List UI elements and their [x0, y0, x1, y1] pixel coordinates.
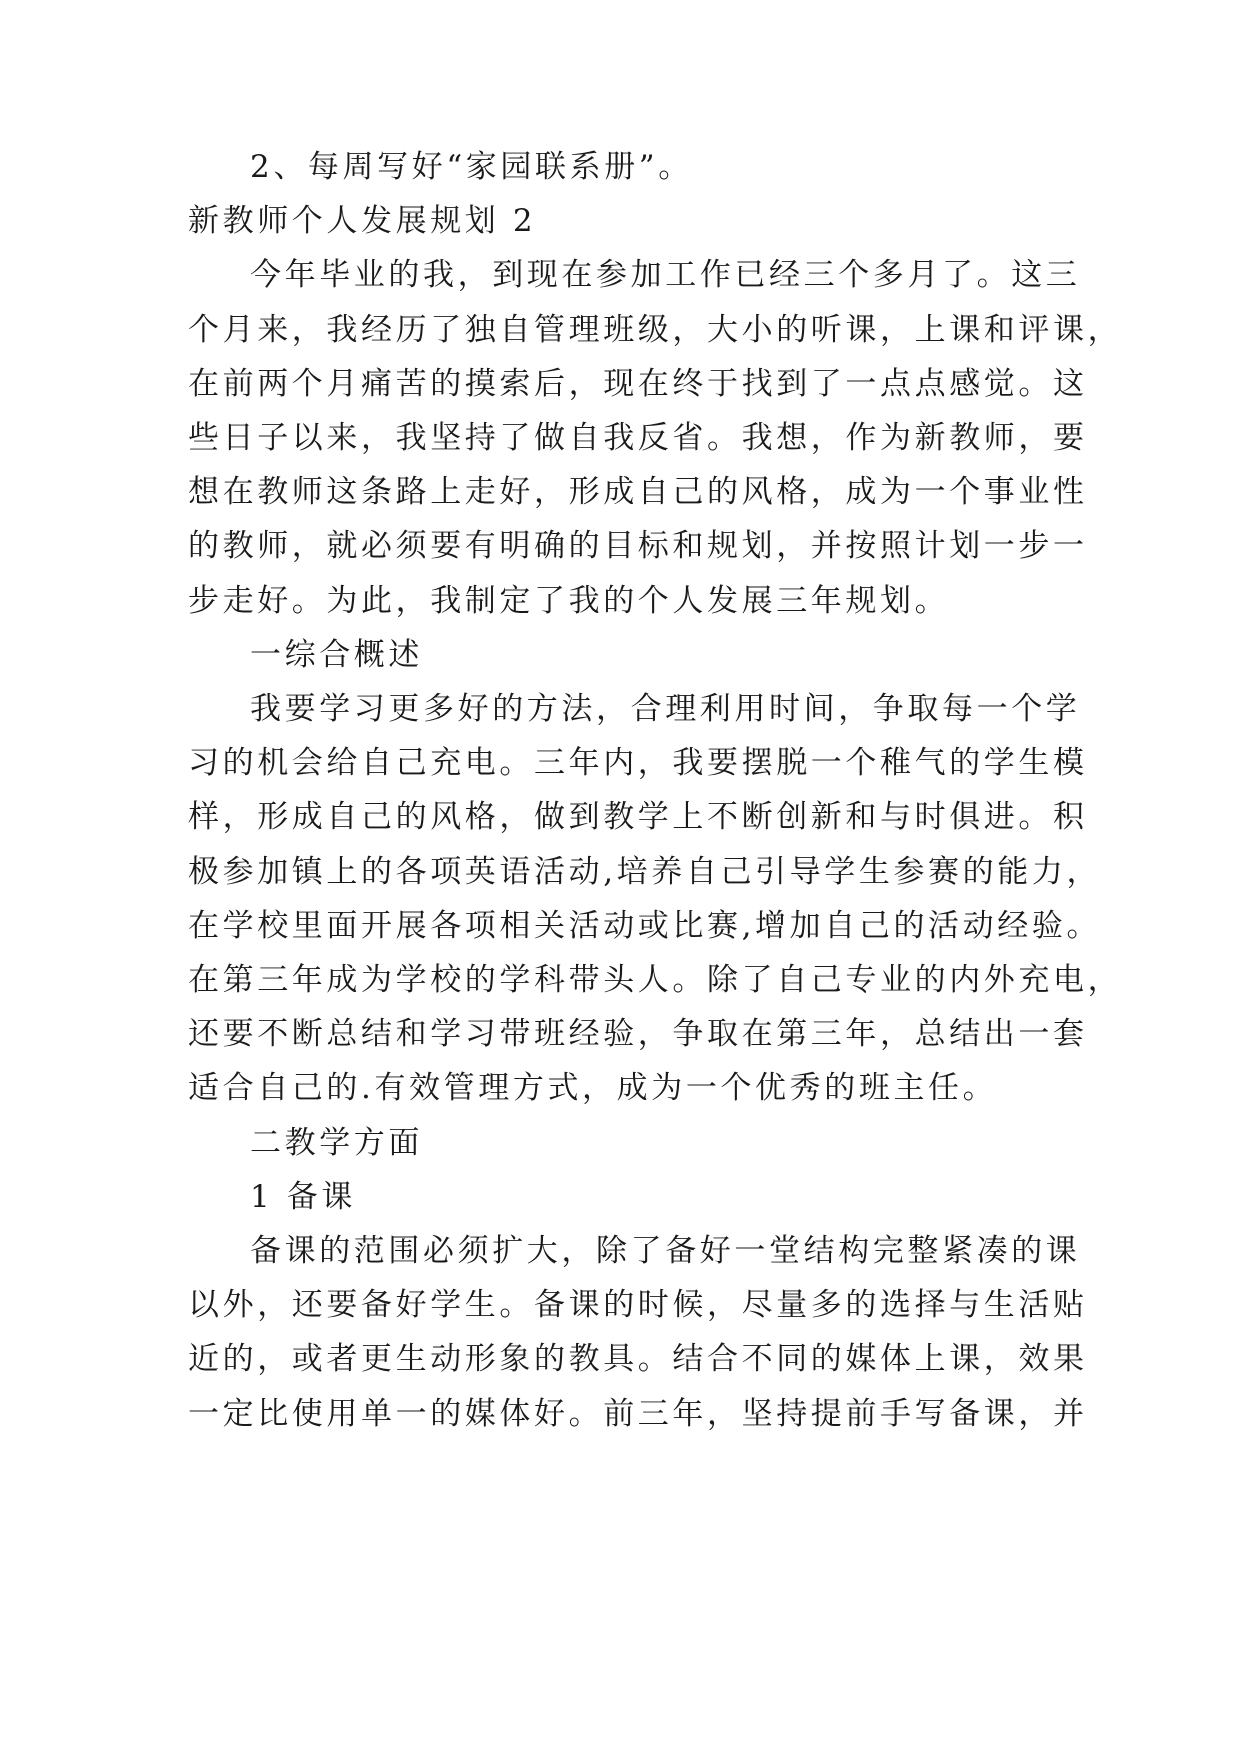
- text-line: 在前两个月痛苦的摸索后，现在终于找到了一点点感觉。这: [188, 365, 1088, 402]
- text-line: 二教学方面: [250, 1124, 423, 1161]
- text-line: 还要不断总结和学习带班经验，争取在第三年，总结出一套: [188, 1016, 1088, 1053]
- text-line: 在第三年成为学校的学科带头人。除了自己专业的内外充电，: [188, 962, 1123, 998]
- text-line: 想在教师这条路上走好，形成自己的风格，成为一个事业性: [188, 474, 1088, 511]
- text-line: 新教师个人发展规划 2: [188, 203, 537, 240]
- text-line: 在学校里面开展各项相关活动或比赛,增加自己的活动经验。: [188, 907, 1102, 944]
- text-line: 2、每周写好“家园联系册”。: [250, 149, 693, 185]
- text-line: 今年毕业的我，到现在参加工作已经三个多月了。这三: [250, 257, 1081, 294]
- text-line: 样，形成自己的风格，做到教学上不断创新和与时俱进。积: [188, 799, 1088, 836]
- text-line: 1 备课: [250, 1178, 356, 1215]
- text-line: 备课的范围必须扩大，除了备好一堂结构完整紧凑的课: [250, 1233, 1081, 1269]
- text-line: 极参加镇上的各项英语活动,培养自己引导学生参赛的能力，: [188, 853, 1102, 890]
- text-line: 近的，或者更生动形象的教具。结合不同的媒体上课，效果: [188, 1341, 1088, 1378]
- text-line: 些日子以来，我坚持了做自我反省。我想，作为新教师，要: [188, 420, 1088, 456]
- text-line: 适合自己的.有效管理方式，成为一个优秀的班主任。: [188, 1070, 998, 1107]
- text-line: 个月来，我经历了独自管理班级，大小的听课，上课和评课，: [188, 311, 1123, 348]
- text-line: 一综合概述: [250, 636, 423, 673]
- text-line: 我要学习更多好的方法，合理利用时间，争取每一个学: [250, 691, 1081, 727]
- text-line: 一定比使用单一的媒体好。前三年，坚持提前手写备课，并: [188, 1395, 1088, 1432]
- text-line: 步走好。为此，我制定了我的个人发展三年规划。: [188, 582, 950, 619]
- text-line: 习的机会给自己充电。三年内，我要摆脱一个稚气的学生模: [188, 745, 1088, 782]
- text-line: 以外，还要备好学生。备课的时候，尽量多的选择与生活贴: [188, 1287, 1088, 1324]
- text-line: 的教师，就必须要有明确的目标和规划，并按照计划一步一: [188, 528, 1088, 565]
